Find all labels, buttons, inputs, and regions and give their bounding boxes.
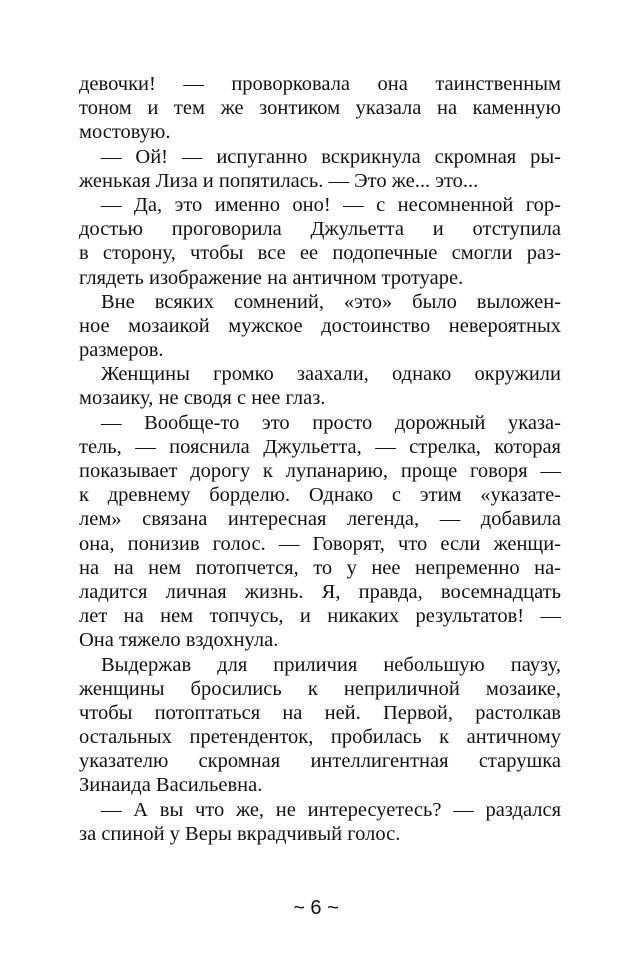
paragraph <box>79 193 561 290</box>
text-line: мозаику, не сводя с нее глаз. <box>79 387 326 410</box>
text-line: мостовую. <box>79 121 171 144</box>
paragraph <box>79 653 561 798</box>
text-line: показывает дорогу к лупанарию, проще говоря — <box>79 460 561 482</box>
text-line: Женщины громко заахали, однако окружили <box>101 363 561 386</box>
text-line: глядеть изображение на античном тротуаре. <box>79 266 464 289</box>
text-line: к древнему борделю. Однако с этим «указате- <box>79 484 561 507</box>
page-number: ~ 6 ~ <box>293 897 339 919</box>
text-line: указателю скромная интеллигентная старушка <box>79 750 561 773</box>
text-line: Зинаида Васильевна. <box>79 774 263 797</box>
paragraph <box>79 798 561 846</box>
paragraph <box>79 411 561 653</box>
text-line: тель, — пояснила Джульетта, — стрелка, которая <box>79 435 561 458</box>
paragraph <box>79 145 561 193</box>
text-line: женькая Лиза и попятилась. — Это же... это... <box>79 169 479 192</box>
text-line: в сторону, чтобы все ее подопечные смогли раз- <box>79 242 561 265</box>
text-line: — Да, это именно оно! — с несомненной гор- <box>101 193 561 216</box>
paragraph <box>79 362 561 410</box>
text-line: Выдержав для приличия небольшую паузу, <box>101 653 561 676</box>
text-line: ладится личная жизнь. Я, правда, восемнадцать <box>79 580 561 603</box>
text-line: лем» связана интересная легенда, — добавила <box>79 508 561 531</box>
text-line: размеров. <box>79 339 164 362</box>
text-line: ное мозаикой мужское достоинство невероятных <box>79 314 561 337</box>
text-line: она, понизив голос. — Говорят, что если женщи- <box>79 532 561 555</box>
text-line: тоном и тем же зонтиком указала на каменную <box>79 97 561 120</box>
text-line: лет на нем топчусь, и никаких результатов! — <box>79 605 561 628</box>
text-line: Вне всяких сомнений, «это» было выложен- <box>101 290 561 313</box>
text-line: Она тяжело вздохнула. <box>79 629 279 652</box>
page-text <box>79 72 561 846</box>
text-line: остальных претенденток, пробилась к античному <box>79 726 561 749</box>
text-line: — Вообще-то это просто дорожный указа- <box>101 411 561 434</box>
paragraph <box>79 72 561 145</box>
text-line: — Ой! — испуганно вскрикнула скромная ры- <box>101 145 561 168</box>
text-line: девочки! — проворковала она таинственным <box>79 73 561 95</box>
text-line: — А вы что же, не интересуетесь? — раздался <box>101 798 561 821</box>
paragraph <box>79 290 561 363</box>
text-line: на на нем потопчется, то у нее непременно на- <box>79 556 561 579</box>
text-line: за спиной у Веры вкрадчивый голос. <box>79 822 401 845</box>
text-line: женщины бросились к неприличной мозаике, <box>79 677 561 700</box>
text-line: чтобы потоптаться на ней. Первой, растолкав <box>79 701 561 724</box>
text-line: достью проговорила Джульетта и отступила <box>79 218 561 241</box>
